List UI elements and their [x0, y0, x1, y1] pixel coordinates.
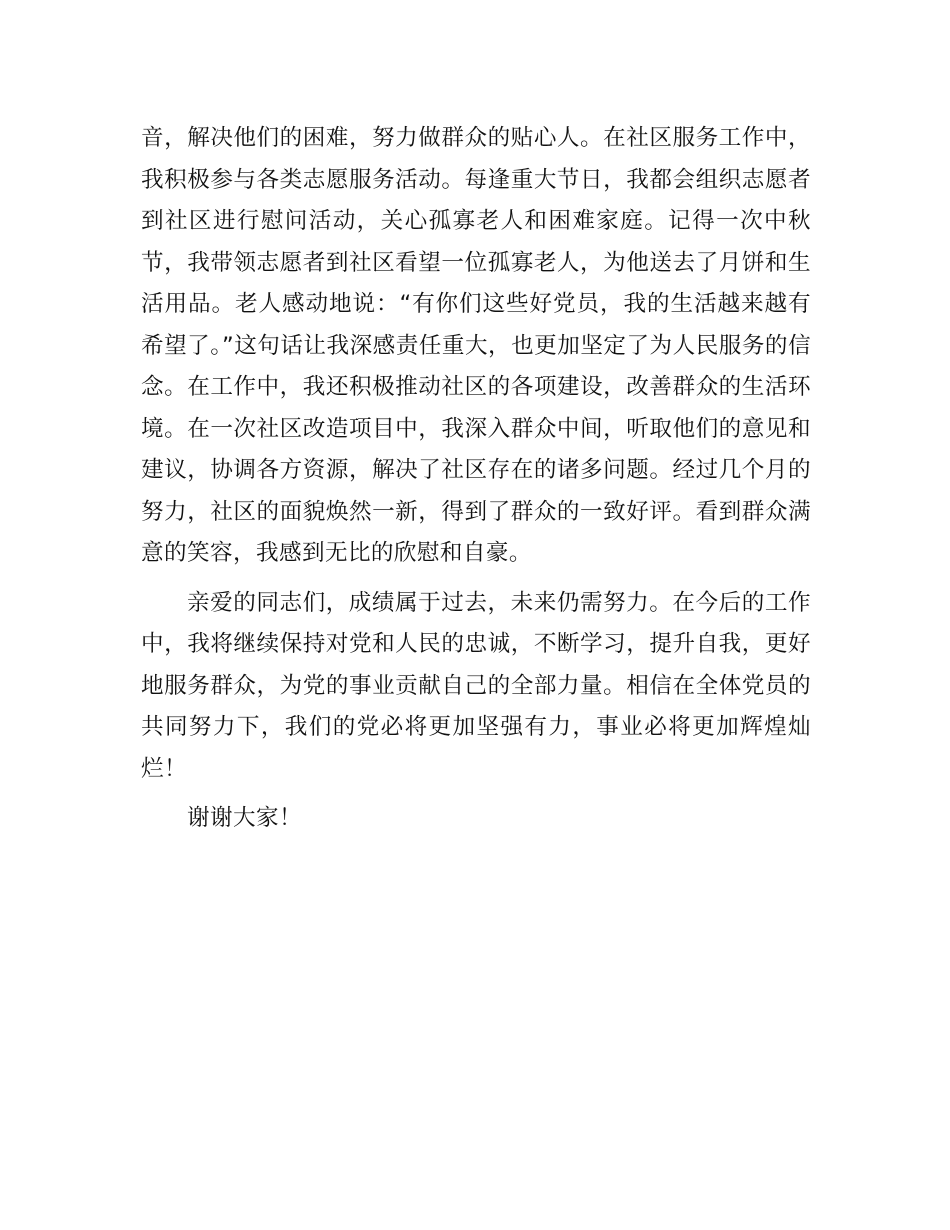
paragraph-closing-remarks: 亲爱的同志们，成绩属于过去，未来仍需努力。在今后的工作中，我将继续保持对党和人民的忠诚，不断学习，提升自我，更好地服务群众，为党的事业贡献自己的全部力量。相信在全体党员的共同努力下，我们的党必将更加坚强有力，事业必将更加辉煌灿烂！: [141, 589, 811, 782]
paragraph-community-service: 音，解决他们的困难，努力做群众的贴心人。在社区服务工作中，我积极参与各类志愿服务活动。每逢重大节日，我都会组织志愿者到社区进行慰问活动，关心孤寡老人和困难家庭。记得一次中秋节，我带领志愿者到社区看望一位孤寡老人，为他送去了月饼和生活用品。老人感动地说：“有你们这些好党员，我的生活越来越有希望了。”这句话让我深感责任重大，也更加坚定了为人民服务的信念。在工作中，我还积极推动社区的各项建设，改善群众的生活环境。在一次社区改造项目中，我深入群众中间，听取他们的意见和建议，协调各方资源，解决了社区存在的诸多问题。经过几个月的努力，社区的面貌焕然一新，得到了群众的一致好评。看到群众满意的笑容，我感到无比的欣慰和自豪。: [141, 125, 811, 566]
paragraph-thanks: 谢谢大家！: [187, 805, 302, 831]
document-body: [141, 118, 811, 848]
